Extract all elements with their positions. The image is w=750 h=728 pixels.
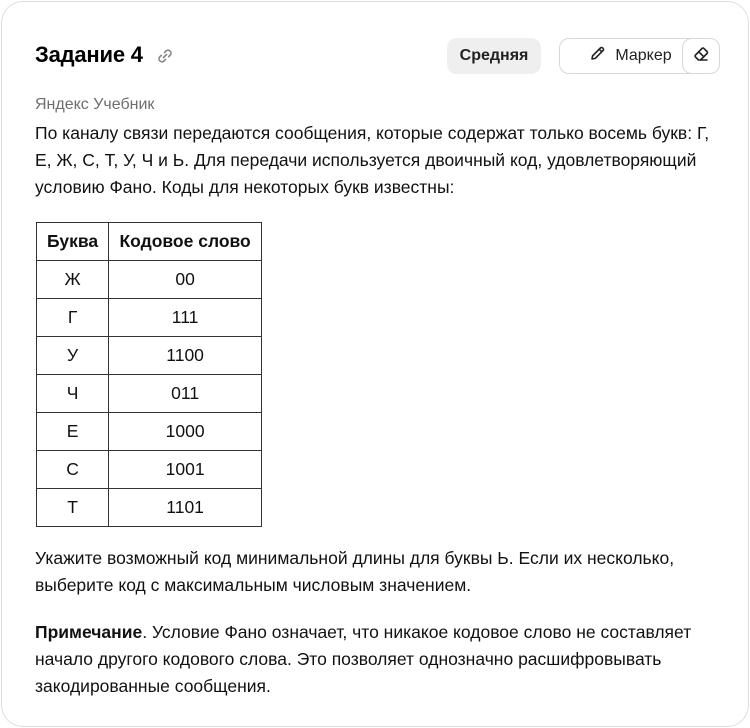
column-header-letter: Буква (37, 223, 109, 261)
marker-button-label: Маркер (615, 47, 672, 64)
table-row (37, 299, 262, 337)
cell-letter: У (37, 337, 109, 375)
table-row (37, 337, 262, 375)
cell-codeword: 1100 (109, 337, 262, 375)
task-note (35, 619, 725, 700)
eraser-icon (692, 45, 710, 68)
note-text: . Условие Фано означает, что никакое кодовое слово не составляет начало другого кодового слова. Это позволяет однозначно расшифровывать закодированные сообщения. (35, 622, 692, 696)
cell-codeword: 111 (109, 299, 262, 337)
task-header (35, 38, 716, 76)
eraser-button[interactable] (682, 38, 720, 74)
cell-codeword: 011 (109, 375, 262, 413)
table-row (37, 261, 262, 299)
table-header-row (37, 223, 262, 261)
code-table (36, 222, 262, 527)
cell-letter: Т (37, 489, 109, 527)
cell-letter: С (37, 451, 109, 489)
cell-codeword: 1101 (109, 489, 262, 527)
pencil-icon (589, 45, 606, 67)
difficulty-badge: Средняя (447, 38, 541, 74)
marker-button[interactable] (559, 38, 702, 74)
table-row (37, 451, 262, 489)
cell-codeword: 1001 (109, 451, 262, 489)
cell-letter: Ч (37, 375, 109, 413)
cell-letter: Г (37, 299, 109, 337)
task-title: Задание 4 (35, 42, 143, 67)
task-card (1, 1, 749, 727)
cell-codeword: 1000 (109, 413, 262, 451)
table-row (37, 375, 262, 413)
table-row (37, 489, 262, 527)
table-row (37, 413, 262, 451)
cell-letter: Е (37, 413, 109, 451)
task-intro-text: По каналу связи передаются сообщения, которые содержат только восемь букв: Г, Е, Ж, С, Т, У, Ч и Ь. Для передачи используется двоичный код, удовлетворяющий условию Фано. Коды для некоторых букв известны: (35, 123, 710, 197)
cell-codeword: 00 (109, 261, 262, 299)
cell-letter: Ж (37, 261, 109, 299)
task-question-text: Укажите возможный код минимальной длины для буквы Ь. Если их несколько, выберите код с максимальным числовым значением. (35, 548, 675, 595)
link-icon[interactable] (155, 46, 175, 66)
source-label: Яндекс Учебник (35, 96, 155, 113)
note-label: Примечание (35, 622, 143, 642)
column-header-codeword: Кодовое слово (109, 223, 262, 261)
